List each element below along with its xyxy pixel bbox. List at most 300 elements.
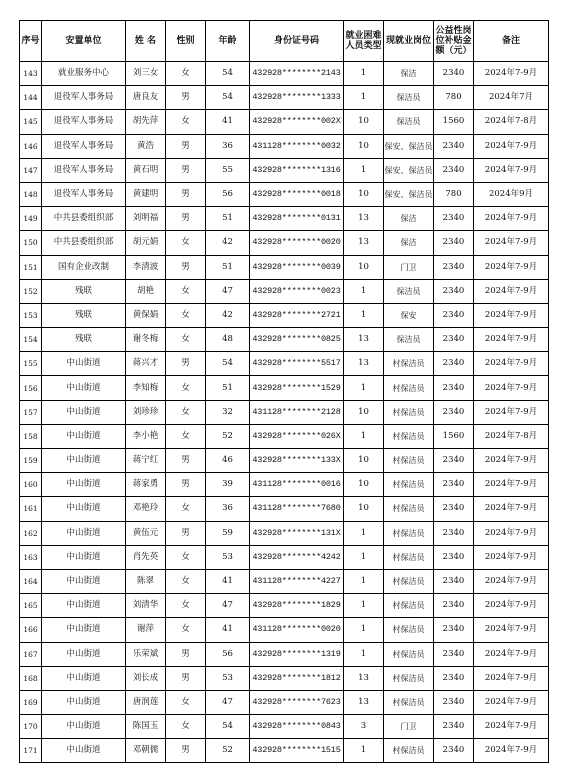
cell-age: 47: [206, 279, 250, 303]
cell-gender: 男: [166, 182, 206, 206]
cell-name: 黄浩: [126, 134, 166, 158]
cell-name: 李清波: [126, 255, 166, 279]
table-row: [20, 642, 549, 666]
cell-remarks: 2024年7-9月: [474, 690, 549, 714]
cell-current-post: 村保洁员: [384, 666, 434, 690]
cell-gender: 女: [166, 62, 206, 86]
cell-current-post: 保洁员: [384, 279, 434, 303]
cell-gender: 男: [166, 158, 206, 182]
header-id-number: 身份证号码: [250, 21, 344, 62]
cell-seq: 169: [20, 690, 42, 714]
cell-seq: 171: [20, 739, 42, 763]
subsidy-table: [19, 20, 549, 763]
cell-subsidy-amount: 2340: [434, 352, 474, 376]
cell-unit: 退役军人事务局: [42, 110, 126, 134]
cell-remarks: 2024年7-9月: [474, 545, 549, 569]
cell-current-post: 保安、保洁员: [384, 134, 434, 158]
cell-seq: 145: [20, 110, 42, 134]
cell-seq: 160: [20, 473, 42, 497]
cell-remarks: 2024年7-9月: [474, 207, 549, 231]
cell-difficulty-type: 1: [344, 62, 384, 86]
cell-name: 刘三女: [126, 62, 166, 86]
cell-remarks: 2024年7-9月: [474, 279, 549, 303]
cell-remarks: 2024年7-9月: [474, 594, 549, 618]
cell-difficulty-type: 10: [344, 400, 384, 424]
cell-seq: 157: [20, 400, 42, 424]
cell-subsidy-amount: 2340: [434, 594, 474, 618]
cell-seq: 159: [20, 449, 42, 473]
cell-seq: 161: [20, 497, 42, 521]
cell-seq: 143: [20, 62, 42, 86]
table-row: [20, 594, 549, 618]
table-row: [20, 739, 549, 763]
cell-unit: 中共县委组织部: [42, 207, 126, 231]
cell-id-number: 432928********1316: [250, 158, 344, 182]
cell-name: 刘明福: [126, 207, 166, 231]
cell-subsidy-amount: 2340: [434, 158, 474, 182]
cell-age: 53: [206, 545, 250, 569]
cell-gender: 女: [166, 715, 206, 739]
cell-id-number: 432928********7623: [250, 690, 344, 714]
table-row: [20, 158, 549, 182]
table-row: [20, 182, 549, 206]
cell-name: 蒋家勇: [126, 473, 166, 497]
cell-age: 46: [206, 449, 250, 473]
cell-seq: 150: [20, 231, 42, 255]
cell-gender: 女: [166, 424, 206, 448]
cell-gender: 女: [166, 231, 206, 255]
cell-current-post: 村保洁员: [384, 618, 434, 642]
table-row: [20, 666, 549, 690]
header-subsidy-amount: 公益性岗位补贴金额（元）: [434, 21, 474, 62]
header-gender: 性别: [166, 21, 206, 62]
table-row: [20, 279, 549, 303]
cell-unit: 中山街道: [42, 715, 126, 739]
cell-subsidy-amount: 2340: [434, 739, 474, 763]
cell-age: 47: [206, 690, 250, 714]
cell-gender: 男: [166, 134, 206, 158]
cell-remarks: 2024年7-9月: [474, 400, 549, 424]
cell-difficulty-type: 3: [344, 715, 384, 739]
cell-age: 42: [206, 303, 250, 327]
table-row: [20, 207, 549, 231]
cell-difficulty-type: 1: [344, 545, 384, 569]
cell-unit: 退役军人事务局: [42, 182, 126, 206]
table-row: [20, 62, 549, 86]
cell-unit: 中山街道: [42, 352, 126, 376]
cell-gender: 女: [166, 545, 206, 569]
cell-gender: 男: [166, 739, 206, 763]
cell-remarks: 2024年7-9月: [474, 569, 549, 593]
cell-id-number: 432928********2143: [250, 62, 344, 86]
cell-difficulty-type: 10: [344, 134, 384, 158]
table-row: [20, 690, 549, 714]
cell-remarks: 2024年7-9月: [474, 134, 549, 158]
cell-remarks: 2024年7-9月: [474, 739, 549, 763]
cell-age: 52: [206, 739, 250, 763]
cell-id-number: 432928********0843: [250, 715, 344, 739]
table-row: [20, 400, 549, 424]
cell-name: 谢萍: [126, 618, 166, 642]
cell-age: 48: [206, 328, 250, 352]
cell-id-number: 432928********1529: [250, 376, 344, 400]
cell-id-number: 432928********1812: [250, 666, 344, 690]
cell-name: 胡艳: [126, 279, 166, 303]
cell-unit: 中山街道: [42, 666, 126, 690]
cell-remarks: 2024年7-9月: [474, 376, 549, 400]
cell-unit: 残联: [42, 328, 126, 352]
cell-current-post: 保洁员: [384, 110, 434, 134]
table-body: [20, 62, 549, 763]
cell-remarks: 2024年7-9月: [474, 231, 549, 255]
cell-remarks: 2024年7-9月: [474, 618, 549, 642]
cell-difficulty-type: 13: [344, 690, 384, 714]
cell-id-number: 432928********131X: [250, 521, 344, 545]
cell-seq: 162: [20, 521, 42, 545]
table-row: [20, 715, 549, 739]
cell-subsidy-amount: 2340: [434, 62, 474, 86]
cell-gender: 女: [166, 328, 206, 352]
cell-age: 52: [206, 424, 250, 448]
header-row: [20, 21, 549, 62]
cell-name: 刘清华: [126, 594, 166, 618]
cell-remarks: 2024年7-9月: [474, 521, 549, 545]
cell-difficulty-type: 1: [344, 424, 384, 448]
header-unit: 安置单位: [42, 21, 126, 62]
cell-unit: 中山街道: [42, 739, 126, 763]
table-row: [20, 545, 549, 569]
cell-id-number: 432928********5517: [250, 352, 344, 376]
table-row: [20, 352, 549, 376]
cell-id-number: 431128********4227: [250, 569, 344, 593]
header-difficulty-type: 就业困难人员类型: [344, 21, 384, 62]
table-row: [20, 449, 549, 473]
cell-unit: 中山街道: [42, 545, 126, 569]
cell-name: 肖先英: [126, 545, 166, 569]
cell-remarks: 2024年7-9月: [474, 352, 549, 376]
table-row: [20, 231, 549, 255]
cell-unit: 就业服务中心: [42, 62, 126, 86]
cell-name: 黄伍元: [126, 521, 166, 545]
cell-difficulty-type: 1: [344, 594, 384, 618]
cell-remarks: 2024年7-9月: [474, 158, 549, 182]
cell-subsidy-amount: 2340: [434, 715, 474, 739]
cell-gender: 男: [166, 642, 206, 666]
cell-seq: 153: [20, 303, 42, 327]
cell-name: 乐荣斌: [126, 642, 166, 666]
cell-difficulty-type: 13: [344, 207, 384, 231]
cell-difficulty-type: 10: [344, 497, 384, 521]
cell-id-number: 432928********1333: [250, 86, 344, 110]
cell-gender: 男: [166, 521, 206, 545]
cell-age: 51: [206, 376, 250, 400]
cell-remarks: 2024年7-9月: [474, 255, 549, 279]
cell-subsidy-amount: 1560: [434, 424, 474, 448]
cell-remarks: 2024年7-9月: [474, 497, 549, 521]
cell-current-post: 保安: [384, 303, 434, 327]
table-row: [20, 134, 549, 158]
cell-age: 56: [206, 642, 250, 666]
cell-name: 李知梅: [126, 376, 166, 400]
cell-current-post: 村保洁员: [384, 642, 434, 666]
cell-id-number: 432928********1829: [250, 594, 344, 618]
cell-gender: 男: [166, 86, 206, 110]
cell-age: 41: [206, 569, 250, 593]
cell-subsidy-amount: 2340: [434, 642, 474, 666]
cell-difficulty-type: 10: [344, 182, 384, 206]
cell-subsidy-amount: 2340: [434, 618, 474, 642]
cell-seq: 149: [20, 207, 42, 231]
cell-gender: 男: [166, 255, 206, 279]
cell-subsidy-amount: 2340: [434, 400, 474, 424]
cell-id-number: 432928********133X: [250, 449, 344, 473]
cell-current-post: 保洁员: [384, 86, 434, 110]
cell-difficulty-type: 10: [344, 110, 384, 134]
cell-age: 36: [206, 134, 250, 158]
table-row: [20, 569, 549, 593]
cell-remarks: 2024年7-9月: [474, 473, 549, 497]
cell-remarks: 2024年9月: [474, 182, 549, 206]
cell-gender: 男: [166, 473, 206, 497]
cell-subsidy-amount: 2340: [434, 328, 474, 352]
cell-age: 59: [206, 521, 250, 545]
cell-age: 42: [206, 231, 250, 255]
cell-age: 32: [206, 400, 250, 424]
cell-unit: 中共县委组织部: [42, 231, 126, 255]
cell-remarks: 2024年7-9月: [474, 666, 549, 690]
cell-current-post: 村保洁员: [384, 545, 434, 569]
cell-seq: 146: [20, 134, 42, 158]
table-row: [20, 255, 549, 279]
cell-name: 陈翠: [126, 569, 166, 593]
cell-difficulty-type: 1: [344, 618, 384, 642]
cell-remarks: 2024年7-9月: [474, 62, 549, 86]
cell-remarks: 2024年7-9月: [474, 303, 549, 327]
cell-remarks: 2024年7-9月: [474, 328, 549, 352]
cell-name: 陈国玉: [126, 715, 166, 739]
cell-age: 39: [206, 473, 250, 497]
cell-age: 54: [206, 86, 250, 110]
cell-unit: 退役军人事务局: [42, 134, 126, 158]
cell-gender: 女: [166, 690, 206, 714]
cell-seq: 168: [20, 666, 42, 690]
cell-difficulty-type: 10: [344, 255, 384, 279]
cell-remarks: 2024年7-9月: [474, 449, 549, 473]
cell-age: 36: [206, 497, 250, 521]
cell-gender: 女: [166, 594, 206, 618]
cell-current-post: 保洁: [384, 62, 434, 86]
cell-gender: 男: [166, 207, 206, 231]
cell-age: 41: [206, 110, 250, 134]
cell-current-post: 保洁: [384, 207, 434, 231]
cell-name: 刘珍珍: [126, 400, 166, 424]
cell-name: 蒋宁红: [126, 449, 166, 473]
cell-unit: 中山街道: [42, 594, 126, 618]
cell-difficulty-type: 13: [344, 666, 384, 690]
cell-age: 51: [206, 207, 250, 231]
cell-id-number: 431128********0032: [250, 134, 344, 158]
cell-age: 56: [206, 182, 250, 206]
cell-remarks: 2024年7-9月: [474, 642, 549, 666]
cell-id-number: 431128********0020: [250, 618, 344, 642]
cell-unit: 残联: [42, 303, 126, 327]
cell-current-post: 村保洁员: [384, 594, 434, 618]
cell-subsidy-amount: 2340: [434, 134, 474, 158]
cell-difficulty-type: 1: [344, 158, 384, 182]
cell-difficulty-type: 1: [344, 303, 384, 327]
cell-subsidy-amount: 2340: [434, 279, 474, 303]
cell-name: 黄石明: [126, 158, 166, 182]
cell-difficulty-type: 10: [344, 473, 384, 497]
cell-remarks: 2024年7-9月: [474, 715, 549, 739]
cell-gender: 女: [166, 569, 206, 593]
cell-unit: 中山街道: [42, 642, 126, 666]
table-row: [20, 618, 549, 642]
cell-seq: 155: [20, 352, 42, 376]
cell-unit: 中山街道: [42, 449, 126, 473]
cell-current-post: 村保洁员: [384, 400, 434, 424]
cell-difficulty-type: 13: [344, 352, 384, 376]
cell-seq: 154: [20, 328, 42, 352]
cell-current-post: 村保洁员: [384, 497, 434, 521]
cell-remarks: 2024年7月: [474, 86, 549, 110]
cell-subsidy-amount: 1560: [434, 110, 474, 134]
cell-name: 黄保娟: [126, 303, 166, 327]
cell-id-number: 432928********026X: [250, 424, 344, 448]
cell-gender: 女: [166, 400, 206, 424]
cell-name: 邓艳玲: [126, 497, 166, 521]
cell-age: 55: [206, 158, 250, 182]
cell-current-post: 保洁: [384, 231, 434, 255]
cell-seq: 167: [20, 642, 42, 666]
cell-gender: 女: [166, 618, 206, 642]
cell-unit: 残联: [42, 279, 126, 303]
cell-name: 蒋兴才: [126, 352, 166, 376]
header-age: 年龄: [206, 21, 250, 62]
cell-name: 唐润莲: [126, 690, 166, 714]
cell-seq: 166: [20, 618, 42, 642]
table-row: [20, 521, 549, 545]
cell-difficulty-type: 10: [344, 449, 384, 473]
cell-name: 谢冬梅: [126, 328, 166, 352]
cell-id-number: 432928********0023: [250, 279, 344, 303]
cell-difficulty-type: 1: [344, 521, 384, 545]
cell-id-number: 432928********0020: [250, 231, 344, 255]
cell-current-post: 村保洁员: [384, 352, 434, 376]
cell-difficulty-type: 13: [344, 328, 384, 352]
cell-gender: 女: [166, 303, 206, 327]
table-row: [20, 328, 549, 352]
cell-current-post: 村保洁员: [384, 424, 434, 448]
header-seq: 序号: [20, 21, 42, 62]
cell-id-number: 431128********2128: [250, 400, 344, 424]
cell-id-number: 431128********7680: [250, 497, 344, 521]
header-name: 姓 名: [126, 21, 166, 62]
cell-seq: 156: [20, 376, 42, 400]
table-row: [20, 424, 549, 448]
cell-age: 54: [206, 62, 250, 86]
cell-unit: 中山街道: [42, 376, 126, 400]
cell-current-post: 村保洁员: [384, 690, 434, 714]
cell-subsidy-amount: 2340: [434, 666, 474, 690]
table-row: [20, 110, 549, 134]
cell-difficulty-type: 1: [344, 642, 384, 666]
cell-subsidy-amount: 2340: [434, 376, 474, 400]
cell-id-number: 432928********0039: [250, 255, 344, 279]
cell-name: 黄建明: [126, 182, 166, 206]
cell-subsidy-amount: 2340: [434, 473, 474, 497]
cell-unit: 中山街道: [42, 473, 126, 497]
cell-gender: 男: [166, 449, 206, 473]
table-row: [20, 376, 549, 400]
cell-subsidy-amount: 2340: [434, 449, 474, 473]
cell-seq: 147: [20, 158, 42, 182]
cell-unit: 中山街道: [42, 424, 126, 448]
cell-current-post: 村保洁员: [384, 376, 434, 400]
cell-gender: 男: [166, 666, 206, 690]
cell-gender: 女: [166, 110, 206, 134]
cell-seq: 165: [20, 594, 42, 618]
cell-age: 47: [206, 594, 250, 618]
cell-seq: 148: [20, 182, 42, 206]
cell-remarks: 2024年7-8月: [474, 110, 549, 134]
table-row: [20, 473, 549, 497]
cell-id-number: 432928********2721: [250, 303, 344, 327]
cell-id-number: 432928********1319: [250, 642, 344, 666]
cell-seq: 151: [20, 255, 42, 279]
cell-seq: 158: [20, 424, 42, 448]
cell-gender: 男: [166, 352, 206, 376]
cell-current-post: 保安、保洁员: [384, 182, 434, 206]
cell-difficulty-type: 1: [344, 279, 384, 303]
cell-subsidy-amount: 2340: [434, 545, 474, 569]
cell-name: 唐良友: [126, 86, 166, 110]
cell-id-number: 431128********0016: [250, 473, 344, 497]
table-row: [20, 86, 549, 110]
cell-unit: 中山街道: [42, 497, 126, 521]
cell-unit: 中山街道: [42, 569, 126, 593]
cell-subsidy-amount: 2340: [434, 303, 474, 327]
table-row: [20, 303, 549, 327]
cell-subsidy-amount: 2340: [434, 569, 474, 593]
table-row: [20, 497, 549, 521]
cell-gender: 女: [166, 376, 206, 400]
cell-current-post: 村保洁员: [384, 521, 434, 545]
cell-seq: 144: [20, 86, 42, 110]
cell-gender: 女: [166, 279, 206, 303]
cell-id-number: 432928********002X: [250, 110, 344, 134]
cell-remarks: 2024年7-8月: [474, 424, 549, 448]
cell-current-post: 保安、保洁员: [384, 158, 434, 182]
cell-name: 胡元娟: [126, 231, 166, 255]
cell-subsidy-amount: 780: [434, 182, 474, 206]
cell-id-number: 432928********0825: [250, 328, 344, 352]
cell-subsidy-amount: 2340: [434, 207, 474, 231]
cell-difficulty-type: 1: [344, 569, 384, 593]
header-remarks: 备注: [474, 21, 549, 62]
cell-seq: 164: [20, 569, 42, 593]
cell-id-number: 432928********4242: [250, 545, 344, 569]
cell-name: 李小艳: [126, 424, 166, 448]
cell-age: 54: [206, 715, 250, 739]
cell-subsidy-amount: 2340: [434, 690, 474, 714]
cell-subsidy-amount: 2340: [434, 521, 474, 545]
cell-seq: 163: [20, 545, 42, 569]
cell-subsidy-amount: 2340: [434, 497, 474, 521]
cell-current-post: 保洁员: [384, 328, 434, 352]
cell-current-post: 村保洁员: [384, 473, 434, 497]
cell-unit: 中山街道: [42, 618, 126, 642]
